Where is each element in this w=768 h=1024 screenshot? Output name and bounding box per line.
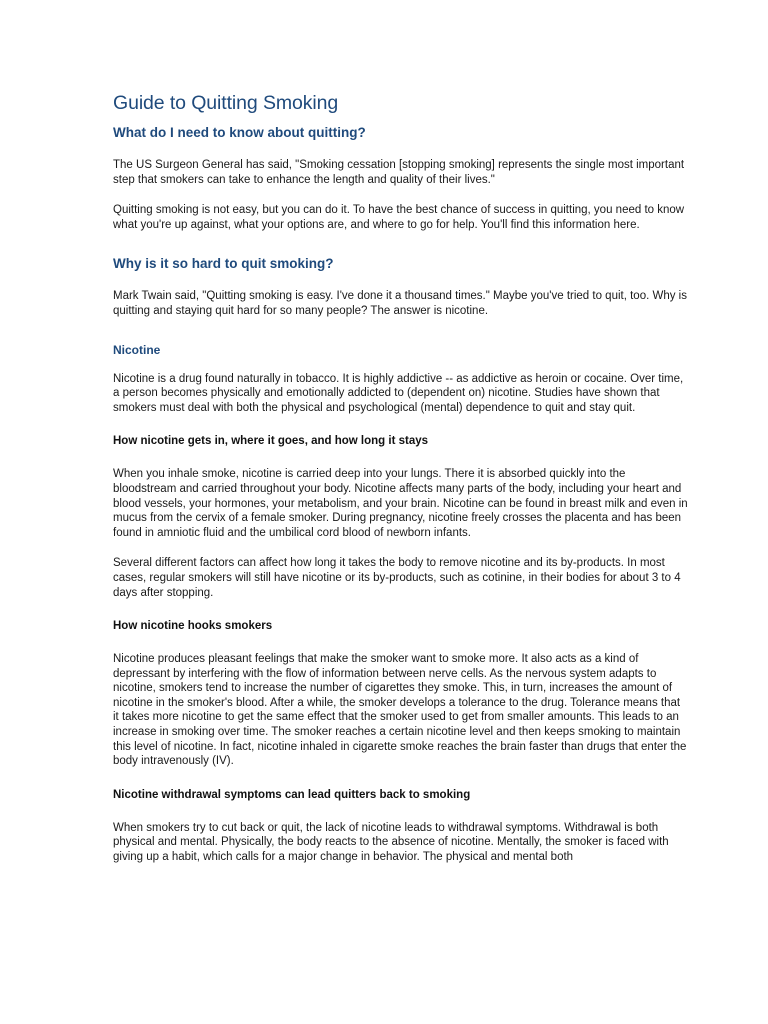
paragraph-nicotine-drug: Nicotine is a drug found naturally in tobacco. It is highly addictive -- as addictive as heroin or cocaine. Over time, a person becomes physically and emotionally addicted to (dependent on) nicotine. Studies have shown that smokers must deal with both the physical and psychological (mental) dependence to quit and stay quit. — [113, 372, 684, 414]
subheading-nicotine: Nicotine — [113, 342, 161, 357]
paragraph-inhale-smoke: When you inhale smoke, nicotine is carried deep into your lungs. There it is absorbed quickly into the bloodstream and carried throughout your body. Nicotine affects many parts of the body, including your heart and blood vessels, your hormones, your metabolism, and your brain. Nicotine can be found in breast milk and even in mucus from the cervix of a female smoker. During pregnancy, nicotine freely crosses the placenta and has been found in amniotic fluid and the umbilical cord blood of newborn infants. — [113, 468, 688, 539]
paragraph-remove-nicotine: Several different factors can affect how long it takes the body to remove nicotine and its by-products. In most cases, regular smokers will still have nicotine or its by-products, such as cotinine, in their bodies for about 3 to 4 days after stopping. — [113, 557, 681, 599]
page-title: Guide to Quitting Smoking — [113, 92, 339, 114]
section-heading-why-hard: Why is it so hard to quit smoking? — [113, 256, 334, 272]
paragraph-withdrawal: When smokers try to cut back or quit, the lack of nicotine leads to withdrawal symptoms. Withdrawal is both physical and mental. Physically, the body reacts to the absence of nicotine. Mentally, the smoker is faced with giving up a habit, which calls for a major change in behavior. The physical and mental both — [113, 821, 669, 864]
section-heading-what-to-know: What do I need to know about quitting? — [113, 125, 366, 140]
subheading-how-nicotine-gets-in: How nicotine gets in, where it goes, and how long it stays — [113, 435, 429, 448]
subheading-how-nicotine-hooks: How nicotine hooks smokers — [113, 620, 273, 633]
paragraph-pleasant-feelings: Nicotine produces pleasant feelings that make the smoker want to smoke more. It also acts as a kind of depressant by interfering with the flow of information between nerve cells. As the nervous system adapts to nicotine, smokers tend to increase the number of cigarettes they smoke. This, in turn, increases the amount of nicotine in the smoker's blood. After a while, the smoker develops a tolerance to the drug. Tolerance means that it takes more nicotine to get the same effect that the smoker used to get from smaller amounts. This leads to an increase in smoking over time. The smoker reaches a certain nicotine level and then keeps smoking to maintain this level of nicotine. In fact, nicotine inhaled in cigarette smoke reaches the brain faster than drugs that enter the body intravenously (IV). — [113, 653, 687, 768]
document-content — [113, 92, 688, 865]
subheading-withdrawal-symptoms: Nicotine withdrawal symptoms can lead quitters back to smoking — [113, 788, 471, 801]
paragraph-quitting-not-easy: Quitting smoking is not easy, but you can do it. To have the best chance of success in quitting, you need to know what you're up against, what your options are, and where to go for help. You'll find this information here. — [113, 204, 685, 231]
paragraph-surgeon-general: The US Surgeon General has said, "Smoking cessation [stopping smoking] represents the single most important step that smokers can take to enhance the length and quality of their lives." — [113, 159, 685, 186]
paragraph-mark-twain: Mark Twain said, "Quitting smoking is easy. I've done it a thousand times." Maybe you've tried to quit, too. Why is quitting and staying quit hard for so many people? The answer is nicotine. — [113, 290, 687, 317]
